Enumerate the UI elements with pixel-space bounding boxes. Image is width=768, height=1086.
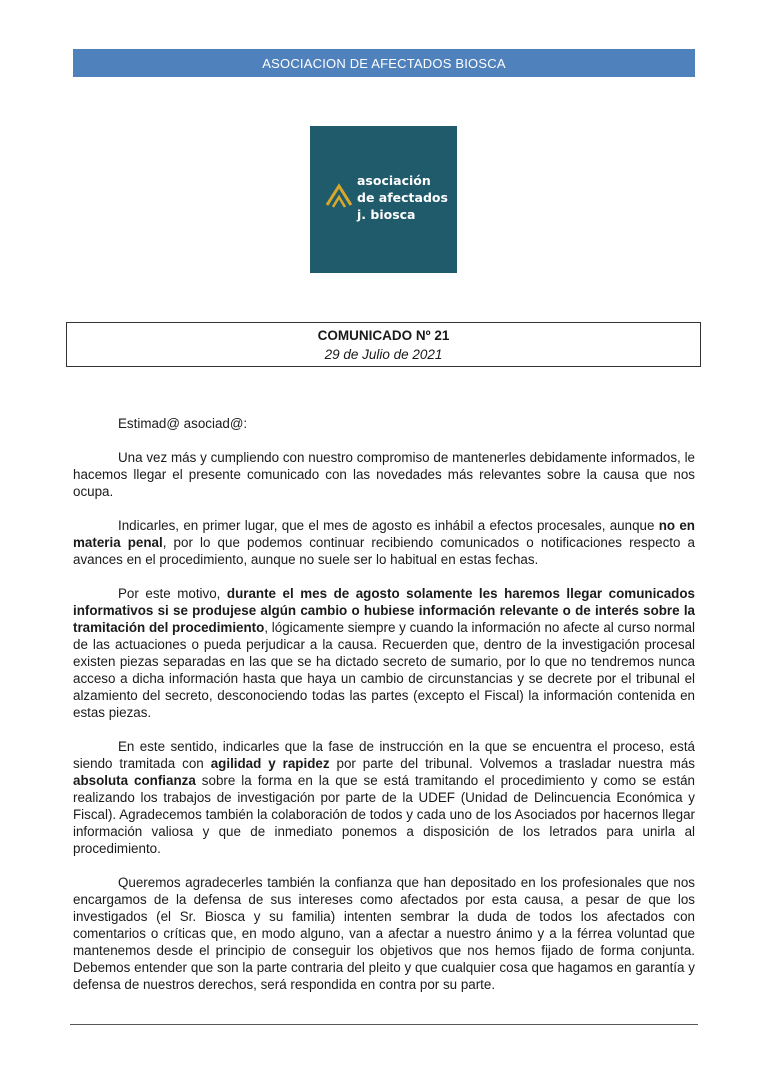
paragraph-4 xyxy=(73,738,695,857)
paragraph-3-text-a: Por este motivo, xyxy=(118,586,227,601)
footer-divider xyxy=(70,1024,698,1025)
letter-body xyxy=(73,415,695,1010)
paragraph-2-bold: no en materia penal xyxy=(73,518,695,550)
paragraph-3-bold: durante el mes de agosto solamente les haremos llegar comunicados informativos si se produjese algún cambio o hubiese información relevante o de interés sobre la tramitación del procedimiento xyxy=(73,586,695,635)
communique-title-box xyxy=(66,322,701,367)
logo-line-2: de afectados xyxy=(357,190,448,205)
paragraph-2 xyxy=(73,517,695,568)
paragraph-2-text-a: Indicarles, en primer lugar, que el mes de agosto es inhábil a efectos procesales, aunque xyxy=(118,518,659,533)
paragraph-4-text-c: por parte del tribunal. Volvemos a trasladar nuestra más xyxy=(329,756,696,771)
paragraph-3 xyxy=(73,585,695,721)
header-title: ASOCIACION DE AFECTADOS BIOSCA xyxy=(262,55,506,71)
paragraph-4-bold-1: agilidad y rapidez xyxy=(210,756,330,771)
paragraph-3-text-c: , lógicamente siempre y cuando la información no afecte al curso normal de las actuaciones o pueda perjudicar a la causa. Recuerden que, dentro de la investigación procesal existen piezas separadas en las que se ha dictado secreto de sumario, por lo que no tendremos nunca acceso a dicha información hasta que haya un cambio de circunstancias y se decrete por el tribunal el alzamiento del secreto, desconociendo todas las partes (excepto el Fiscal) la información contenida en estas piezas. xyxy=(73,620,695,720)
communique-title: COMUNICADO Nº 21 xyxy=(317,328,450,343)
logo-line-3: j. biosca xyxy=(357,207,416,222)
paragraph-4-text-a: En este sentido, indicarles que la fase de instrucción en la que se encuentra el proceso, está siendo tramitada con xyxy=(73,739,695,771)
paragraph-2-text-c: , por lo que podemos continuar recibiendo comunicados o notificaciones respecto a avances en el procedimiento, aunque no suele ser lo habitual en estas fechas. xyxy=(73,535,695,567)
logo-text xyxy=(357,172,448,223)
chevron-up-icon xyxy=(324,181,354,211)
communique-date: 29 de Julio de 2021 xyxy=(324,347,443,362)
paragraph-5: Queremos agradecerles también la confianza que han depositado en los profesionales que nos encargamos de la defensa de sus intereses como afectados por esta causa, a pesar de que los investigados (el Sr. Biosca y su familia) intenten sembrar la duda de todos los afectados con comentarios o críticas que, en modo alguno, van a afectar a nuestro ánimo y a la férrea voluntad que mantenemos desde el principio de conseguir los objetivos que nos hemos fijado de forma conjunta. Debemos entender que son la parte contraria del pleito y que cualquier cosa que hagamos en garantía y defensa de nuestros derechos, será respondida en contra por su parte. xyxy=(73,875,695,992)
greeting: Estimad@ asociad@: xyxy=(118,416,248,431)
header-bar xyxy=(73,49,695,77)
logo-line-1: asociación xyxy=(357,173,431,188)
paragraph-4-text-e: sobre la forma en la que se está tramitando el procedimiento y como se están realizando los trabajos de investigación por parte de la UDEF (Unidad de Delincuencia Económica y Fiscal). Agradecemos también la colaboración de todos y cada uno de los Asociados por hacernos llegar información valiosa y que de inmediato ponemos a disposición de los letrados para unirla al procedimiento. xyxy=(73,773,695,856)
paragraph-4-bold-2: absoluta confianza xyxy=(73,773,196,788)
association-logo xyxy=(310,126,457,273)
paragraph-1: Una vez más y cumpliendo con nuestro compromiso de mantenerles debidamente informados, le hacemos llegar el presente comunicado con las novedades más relevantes sobre la causa que nos ocupa. xyxy=(73,450,695,499)
